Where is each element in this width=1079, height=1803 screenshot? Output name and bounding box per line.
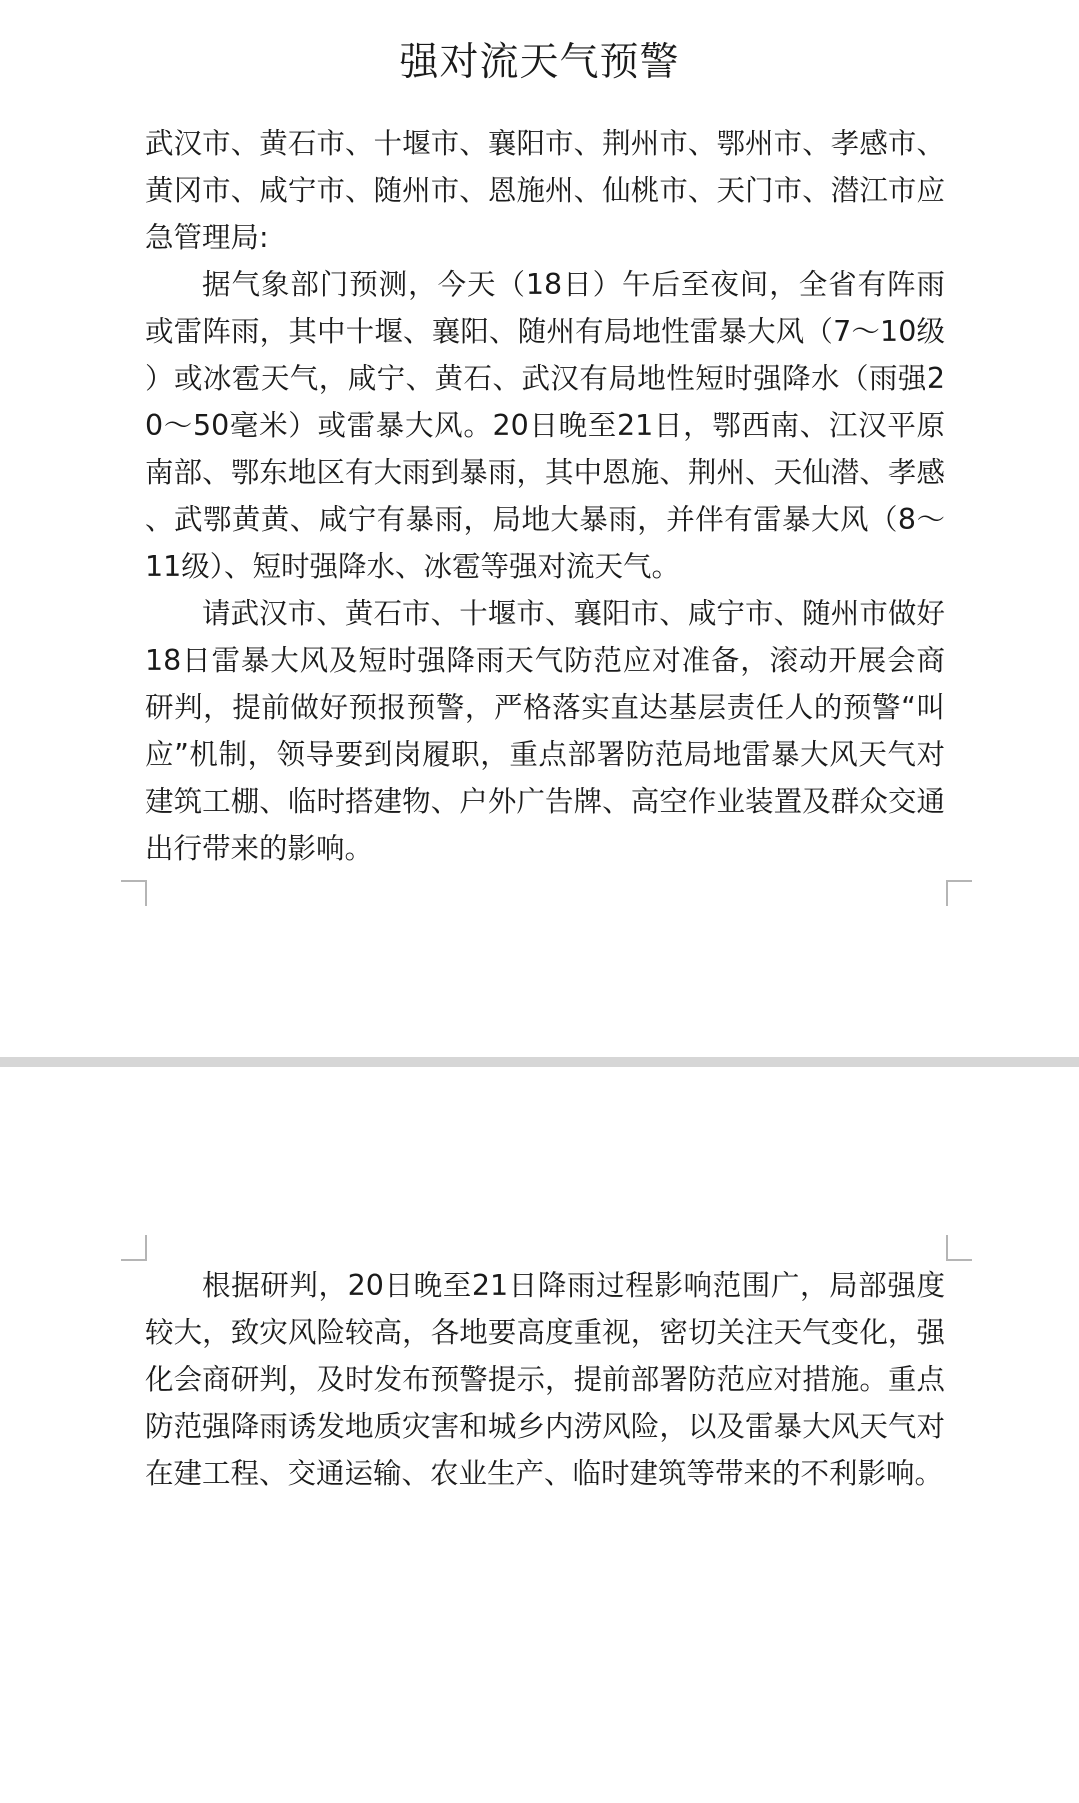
page-1-body <box>145 120 945 872</box>
document-title: 强对流天气预警 <box>399 40 680 85</box>
risk-paragraph: 根据研判，20日晚至21日降雨过程影响范围广，局部强度较大，致灾风险较高，各地要高度重视，密切关注天气变化，强化会商研判，及时发布预警提示，提前部署防范应对措施。重点防范强降雨诱发地质灾害和城乡内涝风险，以及雷暴大风天气对在建工程、交通运输、农业生产、临时建筑等带来的不利影响。 <box>145 1269 945 1490</box>
margin-mark-top-right <box>946 1235 972 1261</box>
page-2-body <box>145 1262 945 1497</box>
margin-mark-bottom-left <box>121 880 147 906</box>
preparation-paragraph: 请武汉市、黄石市、十堰市、襄阳市、咸宁市、随州市做好18日雷暴大风及短时强降雨天气防范应对准备，滚动开展会商研判，提前做好预报预警，严格落实直达基层责任人的预警“叫应”机制，领导要到岗履职，重点部署防范局地雷暴大风天气对建筑工棚、临时搭建物、户外广告牌、高空作业装置及群众交通出行带来的影响。 <box>145 597 945 865</box>
forecast-paragraph: 据气象部门预测，今天（18日）午后至夜间，全省有阵雨或雷阵雨，其中十堰、襄阳、随州有局地性雷暴大风（7～10级）或冰雹天气，咸宁、黄石、武汉有局地性短时强降水（雨强20～50毫米）或雷暴大风。20日晚至21日，鄂西南、江汉平原南部、鄂东地区有大雨到暴雨，其中恩施、荆州、天仙潜、孝感、武鄂黄黄、咸宁有暴雨，局地大暴雨，并伴有雷暴大风（8～11级）、短时强降水、冰雹等强对流天气。 <box>145 268 945 583</box>
margin-mark-bottom-right <box>946 880 972 906</box>
page-separator <box>0 1057 1079 1067</box>
salutation: 武汉市、黄石市、十堰市、襄阳市、荆州市、鄂州市、孝感市、黄冈市、咸宁市、随州市、恩施州、仙桃市、天门市、潜江市应急管理局: <box>145 127 945 254</box>
margin-mark-top-left <box>121 1235 147 1261</box>
